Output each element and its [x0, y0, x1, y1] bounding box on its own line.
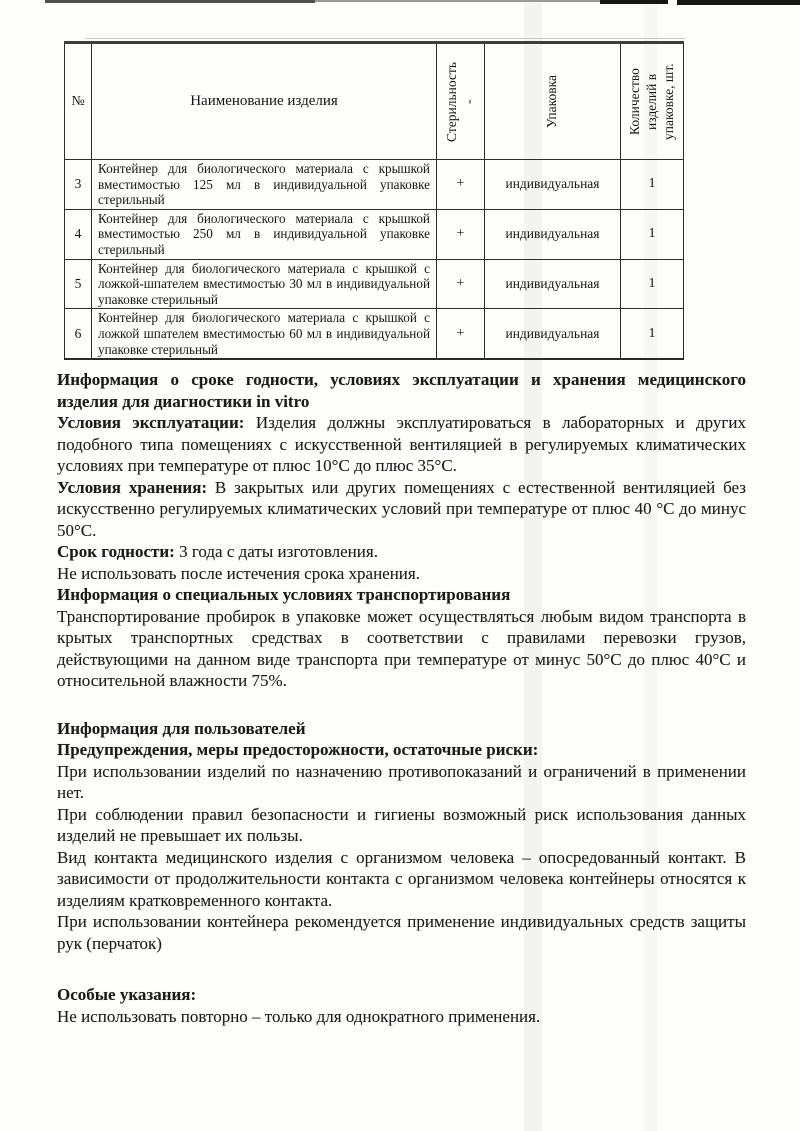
- cell-number: 5: [65, 259, 92, 309]
- cell-packaging: индивидуальная: [485, 259, 621, 309]
- heading-shelf-life: Информация о сроке годности, условиях эксплуатации и хранения медицинского изделия для диагностики in vitro: [57, 370, 746, 411]
- cell-sterility: +: [437, 209, 485, 259]
- paragraph-no-use-after-expiry: Не использовать после истечения срока хранения.: [57, 563, 420, 583]
- col-header-quantity: Количество изделий в упаковке, шт.: [621, 43, 684, 160]
- cell-packaging: индивидуальная: [485, 160, 621, 210]
- cell-product-name: Контейнер для биологического материала с крышкой вместимостью 250 мл в индивидуальной упаковке стерильный: [92, 209, 437, 259]
- paragraph-gloves: При использовании контейнера рекомендуется применение индивидуальных средств защиты рук (перчаток): [57, 912, 746, 953]
- cell-product-name: Контейнер для биологического материала с крышкой с ложкой шпателем вместимостью 60 мл в индивидуальной упаковке стерильный: [92, 309, 437, 359]
- cell-sterility: +: [437, 259, 485, 309]
- cell-quantity: 1: [621, 309, 684, 359]
- cell-packaging: индивидуальная: [485, 309, 621, 359]
- heading-special-instructions: Особые указания:: [57, 985, 197, 1004]
- paragraph-operating-conditions: Условия эксплуатации: Изделия должны эксплуатироваться в лабораторных и других подобного типа помещениях с искусственной вентиляцией в регулируемых климатических условиях при температуре от плюс 10°С до плюс 35°С.: [57, 413, 746, 475]
- body-text: [57, 369, 746, 1027]
- paragraph-shelf-life: Срок годности: 3 года с даты изготовления.: [57, 542, 378, 561]
- paragraph-risk: При соблюдении правил безопасности и гигиены возможный риск использования данных изделий не превышает их пользы.: [57, 804, 746, 845]
- col-header-packaging: Упаковка: [485, 43, 621, 160]
- table-row: [65, 309, 684, 359]
- paragraph-transport: Транспортирование пробирок в упаковке может осуществляться любым видом транспорта в крытых транспортных средствах в соответствии с правилами перевозки грузов, действующими на данном виде транспорта при температуре от минус 50°С до плюс 40°С и относительной влажности 75%.: [57, 606, 746, 690]
- col-header-number: №: [65, 43, 92, 160]
- cell-quantity: 1: [621, 209, 684, 259]
- col-header-name: Наименование изделия: [92, 43, 437, 160]
- heading-user-information: Информация для пользователей: [57, 718, 306, 738]
- table-header-row: [65, 43, 684, 160]
- paragraph-single-use: Не использовать повторно – только для однократного применения.: [57, 1006, 541, 1026]
- cell-packaging: индивидуальная: [485, 209, 621, 259]
- table-row: [65, 259, 684, 309]
- scan-artifact: [600, 0, 668, 4]
- product-table: [64, 41, 684, 360]
- col-header-sterility-dash: -: [460, 99, 476, 104]
- scan-artifact: [315, 0, 600, 2]
- paragraph-storage-conditions: Условия хранения: В закрытых или других помещениях с естественной вентиляцией без искусственно регулируемых климатических условий при температуре от плюс 40 °С до минус 50°С.: [57, 477, 746, 540]
- scan-artifact: [677, 0, 800, 5]
- paragraph-no-contraindications: При использовании изделий по назначению противопоказаний и ограничений в применении нет.: [57, 761, 746, 802]
- cell-number: 3: [65, 160, 92, 210]
- cell-product-name: Контейнер для биологического материала с крышкой с ложкой-шпателем вместимостью 30 мл в индивидуальной упаковке стерильный: [92, 259, 437, 309]
- heading-warnings: Предупреждения, меры предосторожности, остаточные риски:: [57, 740, 539, 759]
- cell-quantity: 1: [621, 259, 684, 309]
- cell-quantity: 1: [621, 160, 684, 210]
- scan-artifact: [85, 38, 685, 39]
- cell-number: 6: [65, 309, 92, 359]
- table-row: [65, 209, 684, 259]
- table-row: [65, 160, 684, 210]
- col-header-sterility: [437, 43, 485, 160]
- col-header-sterility-label: Стерильность: [443, 61, 459, 142]
- scan-artifact: [45, 0, 315, 3]
- cell-sterility: +: [437, 309, 485, 359]
- cell-product-name: Контейнер для биологического материала с крышкой вместимостью 125 мл в индивидуальной упаковке стерильный: [92, 160, 437, 210]
- heading-transport-conditions: Информация о специальных условиях транспортирования: [57, 585, 511, 604]
- paragraph-contact-type: Вид контакта медицинского изделия с организмом человека – опосредованный контакт. В зависимости от продолжительности контакта с организмом человека контейнеры относятся к изделиям кратковременного контакта.: [57, 847, 746, 910]
- cell-sterility: +: [437, 160, 485, 210]
- cell-number: 4: [65, 209, 92, 259]
